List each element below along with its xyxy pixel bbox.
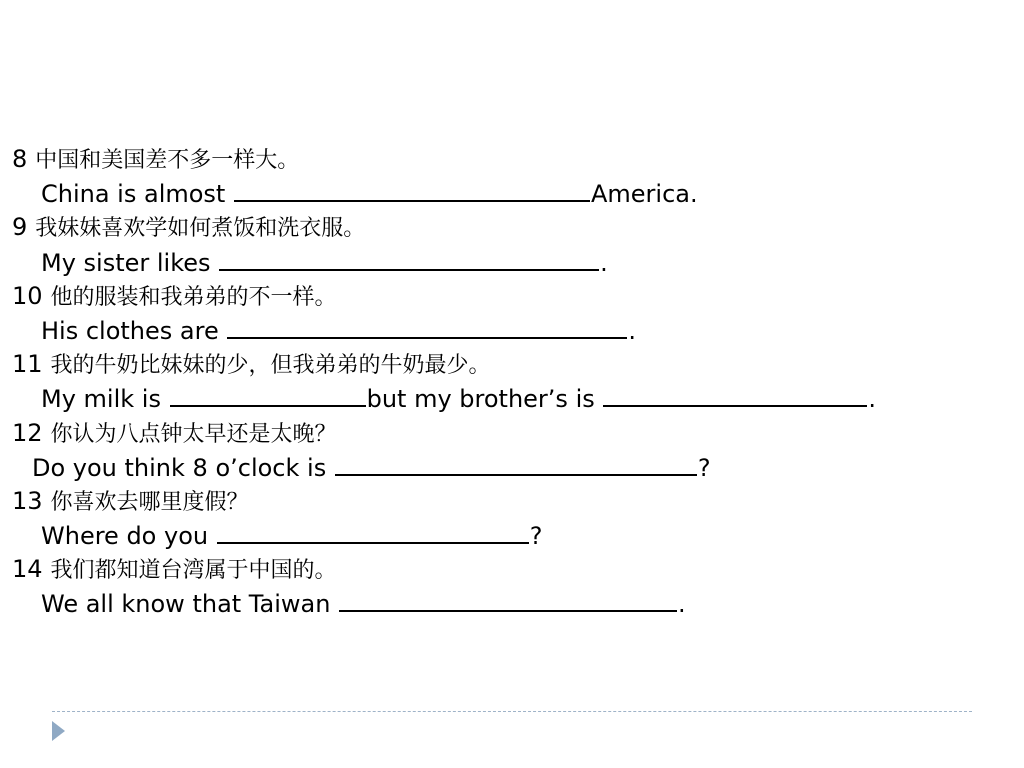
chinese-sentence: 你喜欢去哪里度假？	[50, 489, 249, 515]
english-ending: America.	[590, 180, 698, 209]
answer-line	[12, 586, 1012, 620]
answer-line	[12, 313, 1012, 347]
answer-blank[interactable]	[339, 586, 677, 612]
question-number: 8	[12, 145, 28, 173]
question-number: 9	[12, 213, 28, 242]
answer-blank[interactable]	[170, 381, 366, 407]
answer-blank[interactable]	[234, 176, 590, 202]
chinese-sentence: 我妹妹喜欢学如何煮饭和洗衣服。	[35, 216, 366, 242]
answer-blank[interactable]	[217, 518, 529, 544]
english-ending: ?	[529, 522, 543, 551]
question-line	[12, 347, 1012, 381]
answer-line	[12, 245, 1012, 279]
english-ending: ?	[697, 453, 711, 482]
english-ending: .	[678, 590, 686, 619]
question-line	[12, 552, 1012, 586]
question-line	[12, 279, 1012, 313]
answer-line	[12, 381, 1012, 415]
answer-line	[12, 518, 1012, 552]
question-number: 10	[12, 281, 43, 310]
english-ending: .	[600, 248, 608, 277]
english-prompt: We all know that Taiwan	[41, 590, 339, 619]
question-number: 14	[12, 555, 43, 584]
chinese-sentence: 你认为八点钟太早还是太晚？	[50, 421, 337, 447]
chinese-sentence: 我们都知道台湾属于中国的。	[50, 558, 337, 584]
answer-blank[interactable]	[219, 245, 599, 271]
answer-line	[12, 450, 1012, 484]
answer-blank[interactable]	[603, 381, 867, 407]
question-line	[12, 210, 1012, 244]
english-prompt: Do you think 8 o’clock is	[32, 453, 334, 482]
answer-line	[12, 176, 1012, 210]
question-number: 12	[12, 418, 43, 447]
question-number: 11	[12, 350, 43, 379]
question-line	[12, 416, 1012, 450]
triangle-right-icon	[52, 721, 65, 741]
chinese-sentence: 我的牛奶比妹妹的少，但我弟弟的牛奶最少。	[50, 353, 491, 379]
english-ending: .	[628, 316, 636, 345]
english-prompt: China is almost	[41, 180, 233, 209]
answer-blank[interactable]	[227, 313, 627, 339]
question-number: 13	[12, 486, 43, 515]
question-line	[12, 142, 1012, 176]
chinese-sentence: 他的服装和我弟弟的不一样。	[50, 284, 337, 310]
exercise-list	[12, 142, 1012, 621]
footer-divider	[52, 711, 972, 712]
english-middle: but my brother’s is	[366, 385, 603, 414]
english-ending: .	[868, 385, 877, 414]
english-prompt: Where do you	[41, 522, 216, 551]
english-prompt: My milk is	[41, 385, 169, 414]
answer-blank[interactable]	[335, 450, 697, 476]
english-prompt: His clothes are	[41, 316, 227, 345]
english-prompt: My sister likes	[41, 248, 219, 277]
chinese-sentence: 中国和美国差不多一样大。	[35, 148, 300, 173]
question-line	[12, 484, 1012, 518]
